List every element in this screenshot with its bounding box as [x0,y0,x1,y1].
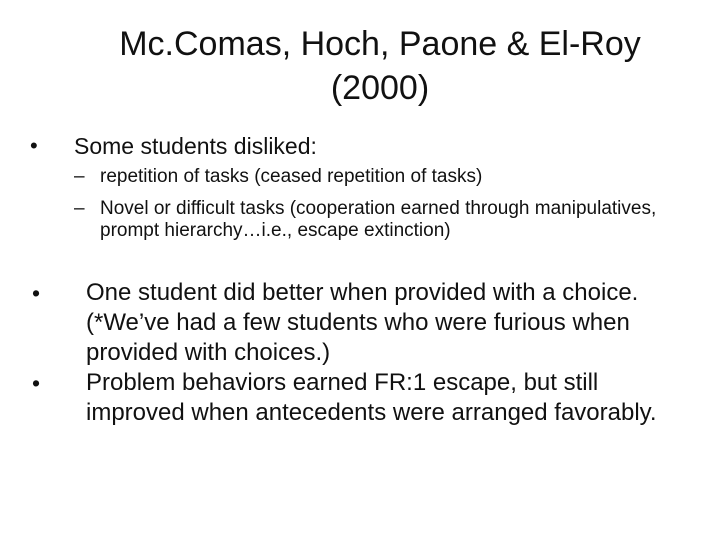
dash-icon: – [74,166,85,187]
bullet-text: Some students disliked: [74,133,317,159]
slide-title [60,22,700,110]
bullet-text: One student did better when provided with a choice. (*We’ve had a few students who were furious when provided with choices.) [86,279,639,366]
title-line-1: Mc.Comas, Hoch, Paone & El-Roy [119,25,641,63]
bullet-icon: • [32,370,41,396]
bullet-icon: • [30,133,38,158]
bullet-item [32,278,692,368]
bullet-icon: • [32,280,41,306]
bullet-text: Problem behaviors earned FR:1 escape, but still improved when antecedents were arranged favorably. [86,369,657,426]
dash-icon: – [74,198,85,219]
sub-bullet-item [74,166,674,188]
sub-bullet-item [74,198,674,242]
sub-bullet-text: repetition of tasks (ceased repetition of tasks) [100,166,483,187]
bullet-item [32,368,692,428]
title-line-2: (2000) [330,69,430,107]
bullet-item [30,133,690,159]
sub-bullet-text: Novel or difficult tasks (cooperation earned through manipulatives, prompt hierarchy…i.e., escape extinction) [100,198,657,241]
